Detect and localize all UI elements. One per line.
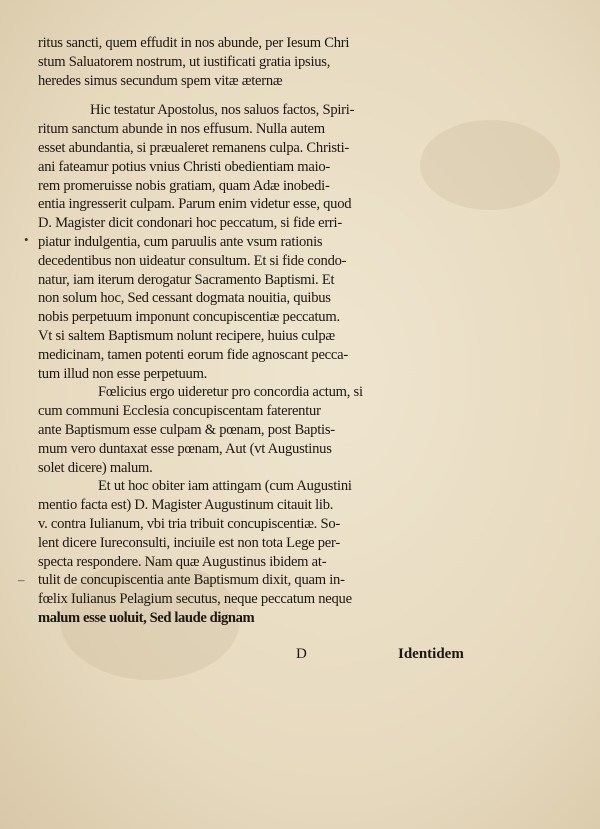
text-line: tulit de concupiscentia ante Baptismum dixit, quam in- <box>38 572 345 589</box>
text-line: ani fateamur potius vnius Christi obedientiam maio- <box>38 158 331 175</box>
text-line: piatur indulgentia, cum paruulis ante vsum rationis <box>38 233 323 250</box>
paragraph-start-line: Hic testatur Apostolus, nos saluos factos, Spiri- <box>90 102 355 119</box>
text-line: non solum hoc, Sed cessant dogmata nouitia, quibus <box>38 290 331 307</box>
signature-mark: D <box>296 646 307 662</box>
text-line: cum communi Ecclesia concupiscentam faterentur <box>38 403 321 420</box>
text-line: lent dicere Iureconsulti, inciuile est non tota Lege per- <box>38 534 340 551</box>
text-line: solet dicere) malum. <box>38 459 153 476</box>
text-line: stum Saluatorem nostrum, ut iustificati gratia ipsius, <box>38 53 331 70</box>
paragraph-start-line: Et ut hoc obiter iam attingam (cum Augustini <box>98 478 352 495</box>
text-line: mum vero duntaxat esse pœnam, Aut (vt Augustinus <box>38 440 332 457</box>
text-line: entia ingresserit culpam. Parum enim videtur esse, quod <box>38 196 352 213</box>
text-line: ritus sancti, quem effudit in nos abunde, per Iesum Chri <box>38 35 350 51</box>
text-line: malum esse uoluit, Sed laude dignam <box>38 609 255 626</box>
text-line: natur, iam iterum derogatur Sacramento Baptismi. Et <box>38 271 335 288</box>
text-line: v. contra Iulianum, vbi tria tribuit concupiscentiæ. So- <box>38 515 340 532</box>
text-line: mentio facta est) D. Magister Augustinum citauit lib. <box>38 497 334 514</box>
text-line: fœlix Iulianus Pelagium secutus, neque peccatum neque <box>38 591 352 608</box>
paragraph-start-line: Fœlicius ergo uideretur pro concordia actum, si <box>98 384 363 401</box>
text-line: esset abundantia, si præualeret remanens culpa. Christi- <box>38 139 350 156</box>
text-line: nobis perpetuum imponunt concupiscentiæ peccatum. <box>38 309 340 326</box>
text-line: D. Magister dicit condonari hoc peccatum, si fide erri- <box>38 215 342 232</box>
margin-mark: • <box>24 232 29 247</box>
catchword: Identidem <box>398 646 464 662</box>
page-footer <box>0 646 600 668</box>
text-line: heredes simus secundum spem vitæ æternæ <box>38 72 283 89</box>
body-text <box>38 34 558 628</box>
text-line: rem promeruisse nobis gratiam, quam Adæ inobedi- <box>38 177 330 194</box>
text-line: decedentibus non uideatur consultum. Et si fide condo- <box>38 252 347 269</box>
text-line: medicinam, tamen potenti eorum fide agnoscant pecca- <box>38 346 348 363</box>
text-line: ante Baptismum esse culpam & pœnam, post Baptis- <box>38 421 335 438</box>
text-line: tum illud non esse perpetuum. <box>38 365 208 382</box>
text-line: ritum sanctum abunde in nos effusum. Nulla autem <box>38 121 325 138</box>
text-line: specta respondere. Nam quæ Augustinus ibidem at- <box>38 553 327 570</box>
margin-mark: – <box>18 572 25 587</box>
text-line: Vt si saltem Baptismum nolunt recipere, huius culpæ <box>38 327 335 344</box>
